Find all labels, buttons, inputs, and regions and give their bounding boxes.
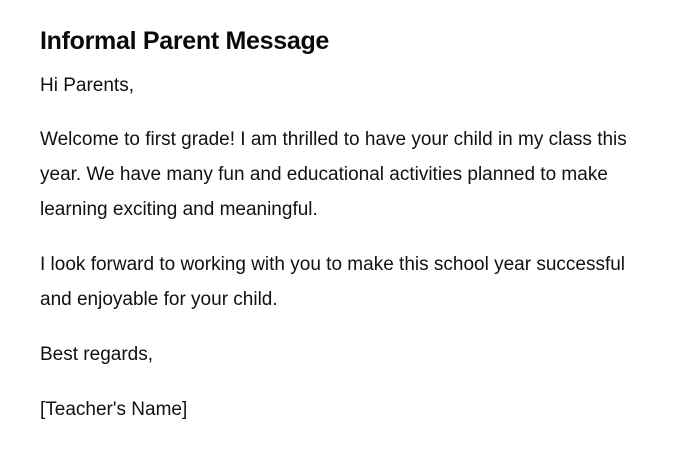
body-paragraph-look-forward: I look forward to working with you to make this school year successful and enjoyable for your child.	[40, 254, 626, 310]
document-title: Informal Parent Message	[40, 27, 330, 55]
closing-line: Best regards,	[40, 344, 153, 365]
greeting-line: Hi Parents,	[40, 75, 134, 96]
signature-placeholder: [Teacher's Name]	[40, 399, 188, 420]
body-paragraph-welcome: Welcome to first grade! I am thrilled to have your child in my class this year. We have many fun and educational activities planned to make learning exciting and meaningful.	[40, 129, 627, 220]
